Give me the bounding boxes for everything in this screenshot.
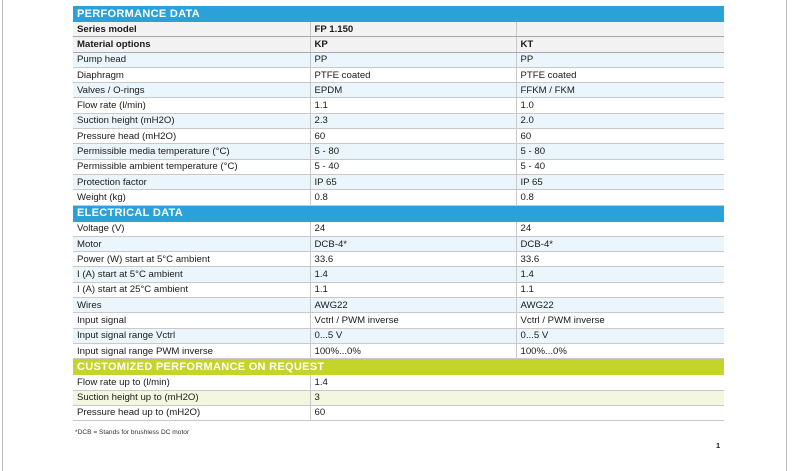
table-row — [73, 375, 724, 390]
table-row — [73, 67, 724, 82]
row-value: 100%...0% — [516, 343, 724, 358]
table-row — [73, 267, 724, 282]
table-row — [73, 52, 724, 67]
row-label: Input signal range Vctrl — [73, 328, 310, 343]
row-value: 3 — [310, 390, 724, 405]
row-value: FP 1.150 — [310, 22, 516, 37]
row-label: Series model — [73, 22, 310, 37]
row-label: Diaphragm — [73, 67, 310, 82]
table-row — [73, 313, 724, 328]
row-value: IP 65 — [516, 174, 724, 189]
row-value: 60 — [310, 129, 516, 144]
row-value — [516, 22, 724, 37]
row-value: 5 - 80 — [310, 144, 516, 159]
row-value: 0...5 V — [310, 328, 516, 343]
row-label: Permissible media temperature (°C) — [73, 144, 310, 159]
row-value: 5 - 40 — [310, 159, 516, 174]
row-value: 1.4 — [310, 267, 516, 282]
row-label: Input signal — [73, 313, 310, 328]
section-header-performance — [73, 6, 724, 22]
row-value: 1.1 — [310, 98, 516, 113]
row-value: 33.6 — [516, 252, 724, 267]
table-row — [73, 174, 724, 189]
row-label: Material options — [73, 37, 310, 52]
table-row — [73, 129, 724, 144]
table-row — [73, 98, 724, 113]
table-row — [73, 252, 724, 267]
table-row — [73, 83, 724, 98]
row-label: I (A) start at 5°C ambient — [73, 267, 310, 282]
row-value: 1.0 — [516, 98, 724, 113]
row-label: Voltage (V) — [73, 222, 310, 237]
table-row — [73, 390, 724, 405]
table-row — [73, 236, 724, 251]
row-label: Pump head — [73, 52, 310, 67]
row-value: PP — [516, 52, 724, 67]
header-row — [73, 22, 724, 37]
row-value: PTFE coated — [310, 67, 516, 82]
row-label: I (A) start at 25°C ambient — [73, 282, 310, 297]
table-row — [73, 328, 724, 343]
row-value: KP — [310, 37, 516, 52]
section-title: CUSTOMIZED PERFORMANCE ON REQUEST — [73, 359, 724, 376]
row-label: Suction height (mH2O) — [73, 113, 310, 128]
row-value: 60 — [516, 129, 724, 144]
row-value: 2.0 — [516, 113, 724, 128]
row-value: 1.1 — [516, 282, 724, 297]
row-value: EPDM — [310, 83, 516, 98]
section-title: PERFORMANCE DATA — [73, 6, 724, 22]
row-value: 33.6 — [310, 252, 516, 267]
table-row — [73, 282, 724, 297]
section-title: ELECTRICAL DATA — [73, 205, 724, 222]
row-value: 1.1 — [310, 282, 516, 297]
page-left-edge — [2, 0, 3, 471]
row-value: 1.4 — [310, 375, 724, 390]
row-label: Wires — [73, 298, 310, 313]
row-value: PP — [310, 52, 516, 67]
row-value: 24 — [516, 222, 724, 237]
row-label: Pressure head up to (mH2O) — [73, 405, 310, 420]
header-row — [73, 37, 724, 52]
row-value: FFKM / FKM — [516, 83, 724, 98]
row-value: Vctrl / PWM inverse — [310, 313, 516, 328]
row-label: Valves / O-rings — [73, 83, 310, 98]
page-right-edge — [786, 0, 787, 471]
row-label: Flow rate up to (l/min) — [73, 375, 310, 390]
table-row — [73, 222, 724, 237]
table-row — [73, 405, 724, 420]
row-value: DCB-4* — [516, 236, 724, 251]
row-value: 5 - 80 — [516, 144, 724, 159]
row-label: Motor — [73, 236, 310, 251]
row-label: Weight (kg) — [73, 190, 310, 205]
row-label: Pressure head (mH2O) — [73, 129, 310, 144]
row-value: AWG22 — [516, 298, 724, 313]
footnote: *DCB = Stands for brushless DC motor — [75, 429, 190, 436]
row-label: Power (W) start at 5°C ambient — [73, 252, 310, 267]
table-row — [73, 343, 724, 358]
row-value: KT — [516, 37, 724, 52]
row-label: Input signal range PWM inverse — [73, 343, 310, 358]
page-number: 1 — [716, 441, 721, 450]
row-label: Flow rate (l/min) — [73, 98, 310, 113]
row-value: 0.8 — [310, 190, 516, 205]
row-value: AWG22 — [310, 298, 516, 313]
row-value: 100%...0% — [310, 343, 516, 358]
row-value: IP 65 — [310, 174, 516, 189]
row-value: 24 — [310, 222, 516, 237]
row-value: 60 — [310, 405, 724, 420]
row-value: 1.4 — [516, 267, 724, 282]
row-value: 0...5 V — [516, 328, 724, 343]
section-header-electrical — [73, 205, 724, 222]
row-value: 2.3 — [310, 113, 516, 128]
table-row — [73, 144, 724, 159]
table-row — [73, 113, 724, 128]
table-row — [73, 298, 724, 313]
row-value: 5 - 40 — [516, 159, 724, 174]
table-row — [73, 159, 724, 174]
row-value: Vctrl / PWM inverse — [516, 313, 724, 328]
row-label: Permissible ambient temperature (°C) — [73, 159, 310, 174]
table-row — [73, 190, 724, 205]
row-value: DCB-4* — [310, 236, 516, 251]
row-label: Protection factor — [73, 174, 310, 189]
row-value: PTFE coated — [516, 67, 724, 82]
row-value: 0.8 — [516, 190, 724, 205]
specification-table — [73, 6, 724, 421]
row-label: Suction height up to (mH2O) — [73, 390, 310, 405]
section-header-custom — [73, 359, 724, 376]
